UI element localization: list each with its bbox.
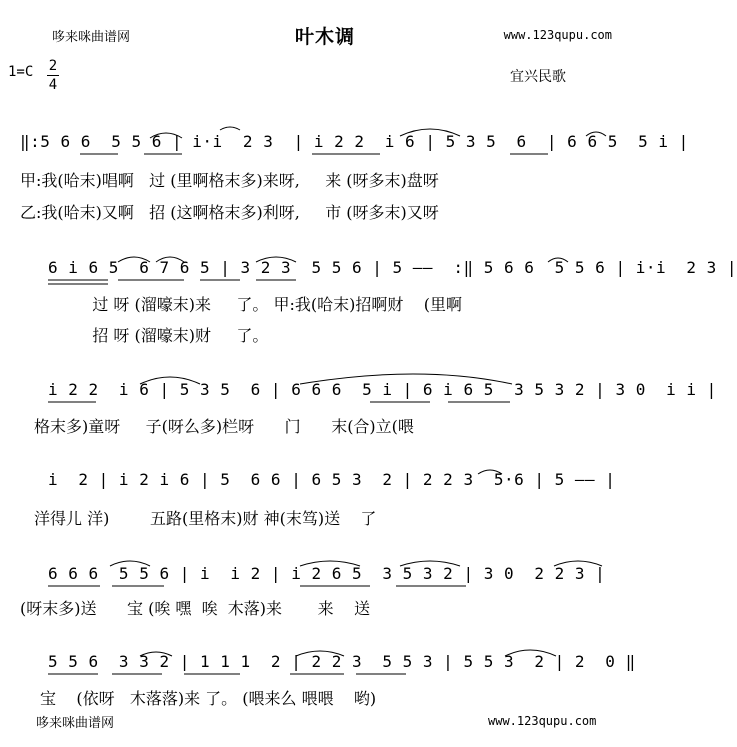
lyric-line-1a: 甲:我(哈末)唱啊 过 (里啊格末多)来呀, 来 (呀多末)盘呀: [20, 171, 439, 190]
lyric-line-1b: 乙:我(哈末)又啊 招 (这啊格末多)利呀, 市 (呀多末)又呀: [20, 203, 439, 222]
lyric-line-2b: 招 呀 (溜嚎末)财 了。: [72, 326, 269, 345]
notation-line-1: ‖:5 6 6 5 5 6 | i·i 2 3 | i 2 2 i 6 | 5 3 5 6 | 6 6 5 5 i |: [20, 132, 689, 151]
slur-marks: [110, 127, 606, 656]
lyric-line-6: 宝 (依呀 木落落)来 了。 (喂来么 喂喂 哟): [40, 689, 377, 708]
genre-label: 宜兴民歌: [510, 69, 566, 85]
notation-line-2: 6 i 6 5 6 7 6 5 | 3 2 3 5 5 6 | 5 —— :‖ 5 6 6 5 5 6 | i·i 2 3 |: [48, 258, 737, 277]
notation-line-4: i 2 | i 2 i 6 | 5 6 6 | 6 5 3 2 | 2 2 3 5·6 | 5 —— |: [48, 470, 616, 489]
meter-bottom: 4: [48, 77, 58, 93]
site-url-footer: www.123qupu.com: [488, 714, 597, 728]
key-signature: 1=C: [8, 64, 34, 80]
notation-line-3: i 2 2 i 6 | 5 3 5 6 | 6 6 6 5 i | 6 i 6 5 3 5 3 2 | 3 0 i i |: [48, 380, 717, 399]
lyric-line-3: 格末多)童呀 子(呀么多)栏呀 门 末(合)立(喂: [34, 417, 414, 436]
site-url-header: www.123qupu.com: [503, 28, 612, 42]
lyric-line-4: 洋得儿 洋) 五路(里格末)财 神(末笃)送 了: [34, 509, 377, 528]
song-title: 叶木调: [294, 26, 355, 48]
lyric-line-2a: 过 呀 (溜嚎末)来 了。 甲:我(哈末)招啊财 (里啊: [72, 295, 462, 314]
site-name-footer: 哆来咪曲谱网: [36, 716, 115, 731]
beam-lines: [48, 154, 548, 674]
notation-line-5: 6 6 6 5 5 6 | i i 2 | i 2 6 5 3 5 3 2 | 3 0 2 2 3 |: [48, 564, 606, 583]
site-name-header: 哆来咪曲谱网: [52, 30, 131, 45]
meter-top: 2: [48, 58, 58, 74]
notation-line-6: 5 5 6 3 3 2 | 1 1 1 2 | 2 2 3 5 5 3 | 5 5 3 2 | 2 0 ‖: [48, 652, 636, 671]
lyric-line-5: (呀末多)送 宝 (唉 嘿 唉 木落)来 来 送: [20, 599, 370, 618]
